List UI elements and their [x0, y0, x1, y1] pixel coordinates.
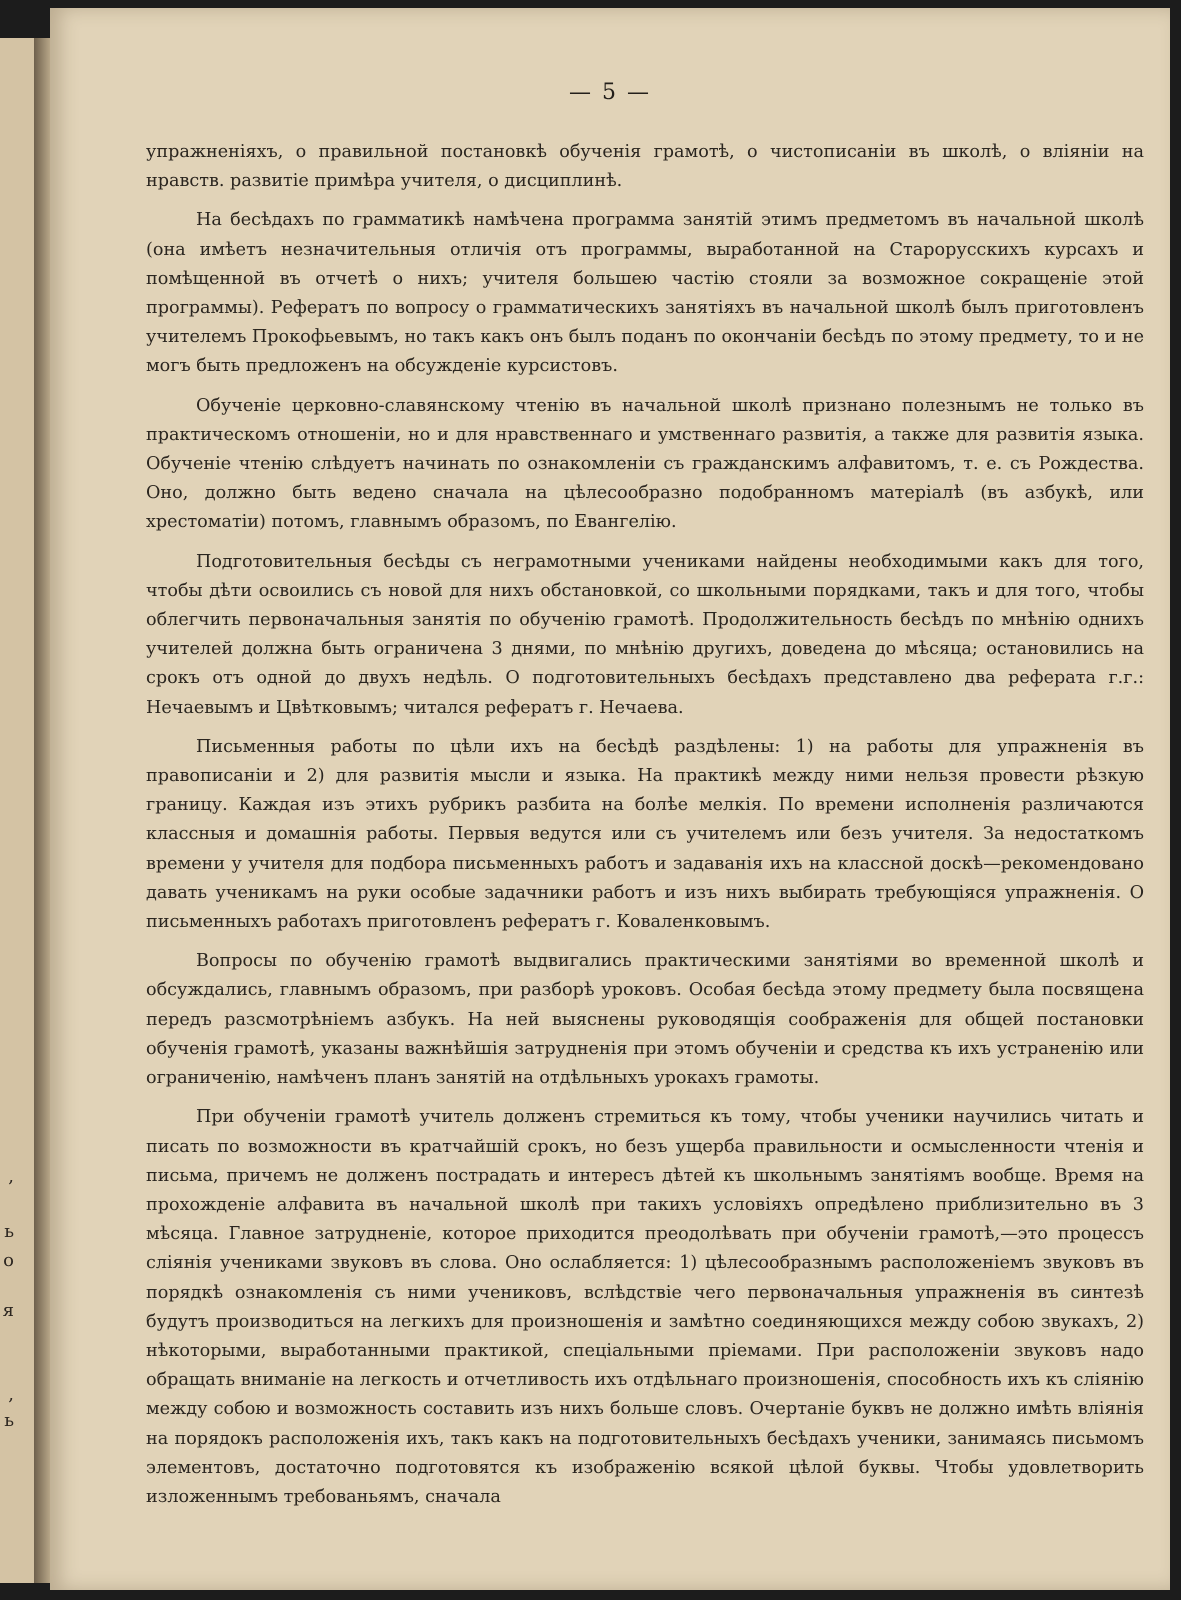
- page-number: — 5 —: [569, 80, 651, 105]
- margin-glyph: ,: [8, 1166, 14, 1187]
- page-text: [146, 138, 1144, 1522]
- previous-page-edge: [0, 38, 36, 1583]
- paragraph: Вопросы по обученiю грамотѣ выдвигались практическими занятiями во временной школѣ и обсуждались, главнымъ образомъ, при разборѣ уроковъ. Особая бесѣда этому предмету была посвящена передъ разсмотрѣнiемъ азбукъ. На ней выяснены руководящiя соображенiя для общей постановки обученiя грамотѣ, указаны важнѣйшiя затрудненiя при этомъ обученiи и средства къ ихъ устраненiю или ограниченiю, намѣченъ планъ занятiй на отдѣльныхъ урокахъ грамоты.: [146, 951, 1144, 1089]
- paragraph: Подготовительныя бесѣды съ неграмотными учениками найдены необходимыми какъ для того, чтобы дѣти освоились съ новой для нихъ обстановкой, со школьными порядками, такъ и для того, чтобы облегчить первоначальныя занятiя по обученiю грамотѣ. Продолжительность бесѣдъ по мнѣнiю однихъ учителей должна быть ограничена 3 днями, по мнѣнiю другихъ, доведена до мѣсяца; остановились на срокъ отъ одной до двухъ недѣль. О подготовительныхъ бесѣдахъ представлено два реферата г.г.: Нечаевымъ и Цвѣтковымъ; читался рефератъ г. Нечаева.: [146, 551, 1144, 718]
- margin-glyph: ь: [4, 1410, 14, 1431]
- paragraph: Письменныя работы по цѣли ихъ на бесѣдѣ раздѣлены: 1) на работы для упражненiя въ правописанiи и 2) для развитiя мысли и языка. На практикѣ между ними нельзя провести рѣзкую границу. Каждая изъ этихъ рубрикъ разбита на болѣе мелкiя. По времени исполненiя различаются классныя и домашнiя работы. Первыя ведутся или съ учителемъ или безъ учителя. За недостаткомъ времени у учителя для подбора письменныхъ работъ и задаванiя ихъ на классной доскѣ—рекомендовано давать ученикамъ на руки особые задачники работъ и изъ нихъ выбирать требующiяся упражненiя. О письменныхъ работахъ приготовленъ рефератъ г. Коваленковымъ.: [146, 736, 1144, 933]
- paragraph: При обученiи грамотѣ учитель долженъ стремиться къ тому, чтобы ученики научились читать и писать по возможности въ кратчайшiй срокъ, но безъ ущерба правильности и осмысленности чтенiя и письма, причемъ не долженъ пострадать и интересъ дѣтей къ школьнымъ занятiямъ вообще. Время на прохожденiе алфавита въ начальной школѣ при такихъ условiяхъ опредѣлено приблизительно въ 3 мѣсяца. Главное затрудненiе, которое приходится преодолѣвать при обученiи грамотѣ,—это процессъ слiянiя учениками звуковъ въ слова. Оно ослабляется: 1) цѣлесообразнымъ расположенiемъ звуковъ въ порядкѣ ознакомленiя съ ними учениковъ, вслѣдствiе чего первоначальныя упражненiя въ синтезѣ будутъ производиться на легкихъ для произношенiя и замѣтно соединяющихся между собою звукахъ, 2) нѣкоторыми, выработанными практикой, спецiальными прiемами. При расположенiи звуковъ надо обращать вниманiе на легкость и отчетливость ихъ отдѣльнаго произношенiя, способность ихъ къ слiянiю между собою и возможность составить изъ нихъ больше словъ. Очертанiе буквъ не должно имѣть влiянiя на порядокъ расположенiя ихъ, такъ какъ на подготовительныхъ бесѣдахъ ученики, занимаясь письмомъ элементовъ, достаточно подготовятся къ изображенiю всякой цѣлой буквы. Чтобы удовлетворить изложеннымъ требованьямъ, сначала: [146, 1107, 1144, 1507]
- book-gutter: [34, 38, 50, 1583]
- margin-glyph: ь: [4, 1221, 14, 1242]
- margin-glyph: я: [2, 1300, 14, 1321]
- paragraph: упражненiяхъ, о правильной постановкѣ обученiя грамотѣ, о чистописанiи въ школѣ, о влiянiи на нравств. развитiе примѣра учителя, о дисциплинѣ.: [146, 142, 1144, 192]
- margin-glyph: о: [3, 1250, 14, 1271]
- book-page: [50, 8, 1170, 1590]
- paragraph: На бесѣдахъ по грамматикѣ намѣчена программа занятiй этимъ предметомъ въ начальной школѣ (она имѣетъ незначительныя отличiя отъ программы, выработанной на Старорусскихъ курсахъ и помѣщенной въ отчетѣ о нихъ; учителя большею частiю стояли за возможное сокращенiе этой программы). Рефератъ по вопросу о грамматическихъ занятiяхъ въ начальной школѣ былъ приготовленъ учителемъ Прокофьевымъ, но такъ какъ онъ былъ поданъ по окончанiи бесѣдъ по этому предмету, то и не могъ быть предложенъ на обсужденiе курсистовъ.: [146, 210, 1144, 377]
- paragraph: Обученiе церковно-славянскому чтенiю въ начальной школѣ признано полезнымъ не только въ практическомъ отношенiи, но и для нравственнаго и умственнаго развитiя, а также для развитiя языка. Обученiе чтенiю слѣдуетъ начинать по ознакомленiи съ гражданскимъ алфавитомъ, т. е. съ Рождества. Оно, должно быть ведено сначала на цѣлесообразно подобранномъ матерiалѣ (въ азбукѣ, или хрестоматiи) потомъ, главнымъ образомъ, по Евангелiю.: [146, 395, 1144, 533]
- margin-glyph: ,: [8, 1384, 14, 1405]
